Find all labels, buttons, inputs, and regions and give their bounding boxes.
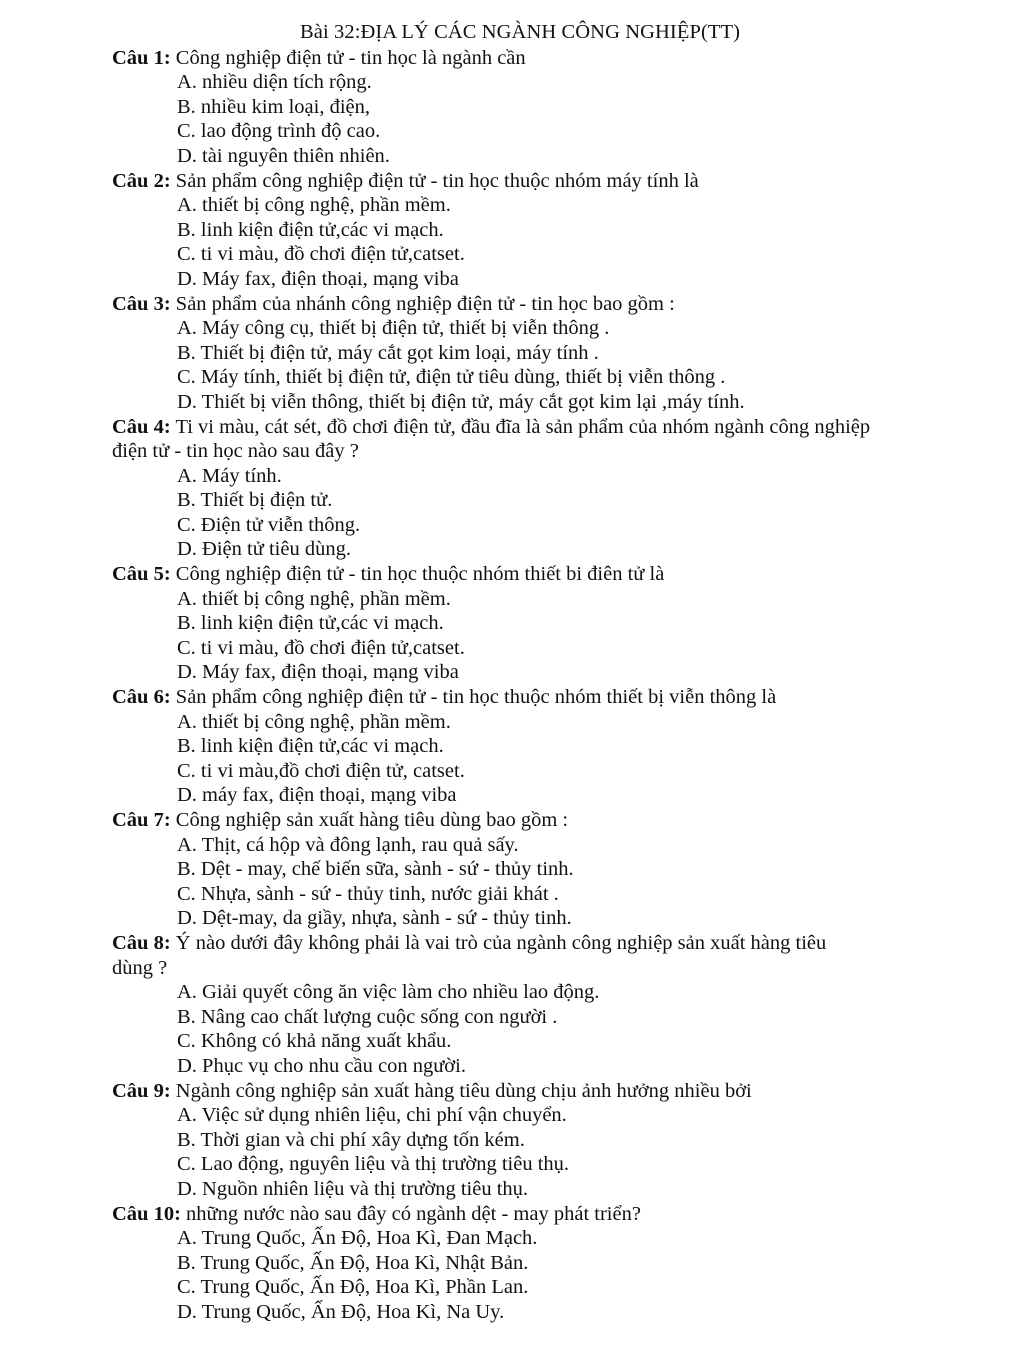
question-text: những nước nào sau đây có ngành dệt - may phát triển?: [186, 1202, 641, 1225]
question-text: Sản phẩm của nhánh công nghiệp điện tử - tin học bao gồm :: [175, 292, 675, 315]
answer-option-b: B. linh kiện điện tử,các vi mạch.: [177, 218, 444, 241]
question-number: Câu 4:: [112, 415, 171, 438]
answer-option-b: B. Thời gian và chi phí xây dựng tốn kém.: [177, 1128, 525, 1151]
answer-option-d: D. Dệt-may, da giầy, nhựa, sành - sứ - thủy tinh.: [177, 907, 572, 930]
answer-options: [112, 70, 872, 168]
question-9: [112, 1079, 872, 1202]
answer-option-d: D. Thiết bị viễn thông, thiết bị điện tử, máy cắt gọt kim lại ,máy tính.: [177, 390, 745, 413]
question-number: Câu 2:: [112, 169, 171, 192]
answer-option-b: B. Trung Quốc, Ấn Độ, Hoa Kì, Nhật Bản.: [177, 1251, 529, 1274]
question-8: [112, 931, 872, 1079]
answer-option-c: C. lao động trình độ cao.: [177, 120, 381, 143]
answer-option-a: A. thiết bị công nghệ, phần mềm.: [177, 587, 451, 610]
answer-option-a: A. Thịt, cá hộp và đông lạnh, rau quả sấy.: [177, 833, 519, 856]
answer-options: [112, 316, 872, 414]
answer-options: [112, 193, 872, 291]
question-stem: [112, 562, 872, 587]
answer-option-c: C. Điện tử viễn thông.: [177, 513, 361, 536]
answer-option-c: C. Nhựa, sành - sứ - thủy tinh, nước giải khát .: [177, 882, 559, 905]
page-title: Bài 32:ĐỊA LÝ CÁC NGÀNH CÔNG NGHIỆP(TT): [300, 21, 741, 43]
answer-option-b: B. linh kiện điện tử,các vi mạch.: [177, 612, 444, 635]
answer-option-a: A. Giải quyết công ăn việc làm cho nhiều lao động.: [177, 981, 600, 1004]
question-number: Câu 7:: [112, 809, 171, 831]
answer-option-a: A. nhiều diện tích rộng.: [177, 71, 372, 94]
question-text: Sản phẩm công nghiệp điện tử - tin học thuộc nhóm máy tính là: [175, 169, 699, 192]
question-stem: [112, 808, 872, 833]
question-stem: [112, 1079, 872, 1104]
answer-options: [112, 1103, 872, 1201]
question-number: Câu 3:: [112, 292, 171, 315]
question-stem: [112, 169, 872, 194]
answer-options: [112, 587, 872, 685]
question-stem: [112, 292, 872, 317]
answer-options: [112, 833, 872, 931]
answer-option-c: C. Không có khả năng xuất khẩu.: [177, 1030, 452, 1053]
answer-option-c: C. ti vi màu, đồ chơi điện tử,catset.: [177, 243, 465, 266]
answer-option-d: D. Nguồn nhiên liệu và thị trường tiêu thụ.: [177, 1177, 529, 1200]
answer-option-c: C. Trung Quốc, Ấn Độ, Hoa Kì, Phần Lan.: [177, 1276, 529, 1299]
answer-option-a: A. Máy tính.: [177, 464, 282, 487]
question-3: [112, 292, 872, 415]
answer-option-c: C. Máy tính, thiết bị điện tử, điện tử tiêu dùng, thiết bị viễn thông .: [177, 366, 726, 389]
answer-option-d: D. Trung Quốc, Ấn Độ, Hoa Kì, Na Uy.: [177, 1300, 505, 1323]
question-number: Câu 8:: [112, 931, 171, 954]
question-6: [112, 685, 872, 808]
answer-options: [112, 980, 872, 1078]
question-1: [112, 46, 872, 169]
answer-option-c: C. Lao động, nguyên liệu và thị trường tiêu thụ.: [177, 1153, 570, 1176]
question-stem: [112, 685, 872, 710]
answer-option-a: A. thiết bị công nghệ, phần mềm.: [177, 194, 451, 217]
question-stem: [112, 415, 872, 464]
question-text: Ngành công nghiệp sản xuất hàng tiêu dùng chịu ảnh hưởng nhiều bởi: [175, 1079, 752, 1102]
question-list: [112, 46, 1024, 1325]
question-number: Câu 10:: [112, 1202, 181, 1225]
question-10: [112, 1202, 872, 1325]
question-7: [112, 808, 872, 931]
question-number: Câu 6:: [112, 686, 171, 709]
answer-option-c: C. ti vi màu, đồ chơi điện tử,catset.: [177, 636, 465, 659]
answer-option-d: D. Máy fax, điện thoại, mạng viba: [177, 661, 459, 684]
answer-option-b: B. Dệt - may, chế biến sữa, sành - sứ - thủy tinh.: [177, 858, 574, 881]
answer-option-a: A. Máy công cụ, thiết bị điện tử, thiết bị viễn thông .: [177, 317, 610, 340]
question-text: Ti vi màu, cát sét, đồ chơi điện tử, đầu đĩa là sản phẩm của nhóm ngành công nghiệp điện tử - tin học nào sau đây ?: [112, 415, 871, 463]
answer-options: [112, 464, 872, 562]
answer-option-d: D. tài nguyên thiên nhiên.: [177, 144, 390, 167]
question-number: Câu 1:: [112, 46, 171, 69]
answer-option-b: B. nhiều kim loại, điện,: [177, 95, 371, 118]
question-number: Câu 5:: [112, 563, 171, 586]
question-4: [112, 415, 872, 563]
answer-option-d: D. máy fax, điện thoại, mạng viba: [177, 784, 457, 807]
question-text: Sản phẩm công nghiệp điện tử - tin học thuộc nhóm thiết bị viễn thông là: [175, 686, 777, 709]
question-text: Ý nào dưới đây không phải là vai trò của ngành công nghiệp sản xuất hàng tiêu dùng ?: [112, 931, 827, 979]
question-text: Công nghiệp điện tử - tin học là ngành cần: [175, 46, 526, 69]
question-text: Công nghiệp điện tử - tin học thuộc nhóm thiết bi điên tử là: [175, 563, 665, 586]
answer-option-d: D. Máy fax, điện thoại, mạng viba: [177, 267, 459, 290]
answer-option-b: B. Thiết bị điện tử, máy cắt gọt kim loại, máy tính .: [177, 341, 599, 364]
answer-option-a: A. Việc sử dụng nhiên liệu, chi phí vận chuyển.: [177, 1104, 567, 1127]
answer-options: [112, 710, 872, 808]
answer-option-b: B. Thiết bị điện tử.: [177, 489, 333, 512]
question-stem: [112, 931, 872, 980]
answer-option-d: D. Phục vụ cho nhu cầu con người.: [177, 1054, 466, 1077]
answer-option-a: A. thiết bị công nghệ, phần mềm.: [177, 710, 451, 733]
question-text: Công nghiệp sản xuất hàng tiêu dùng bao gồm :: [175, 809, 569, 831]
answer-options: [112, 1226, 872, 1324]
question-2: [112, 169, 872, 292]
answer-option-b: B. Nâng cao chất lượng cuộc sống con người .: [177, 1005, 558, 1028]
question-stem: [112, 1202, 872, 1227]
answer-option-b: B. linh kiện điện tử,các vi mạch.: [177, 735, 444, 758]
question-5: [112, 562, 872, 685]
question-stem: [112, 46, 872, 71]
answer-option-a: A. Trung Quốc, Ấn Độ, Hoa Kì, Đan Mạch.: [177, 1227, 538, 1250]
question-number: Câu 9:: [112, 1079, 171, 1102]
answer-option-c: C. ti vi màu,đồ chơi điện tử, catset.: [177, 759, 465, 782]
answer-option-d: D. Điện tử tiêu dùng.: [177, 538, 351, 561]
